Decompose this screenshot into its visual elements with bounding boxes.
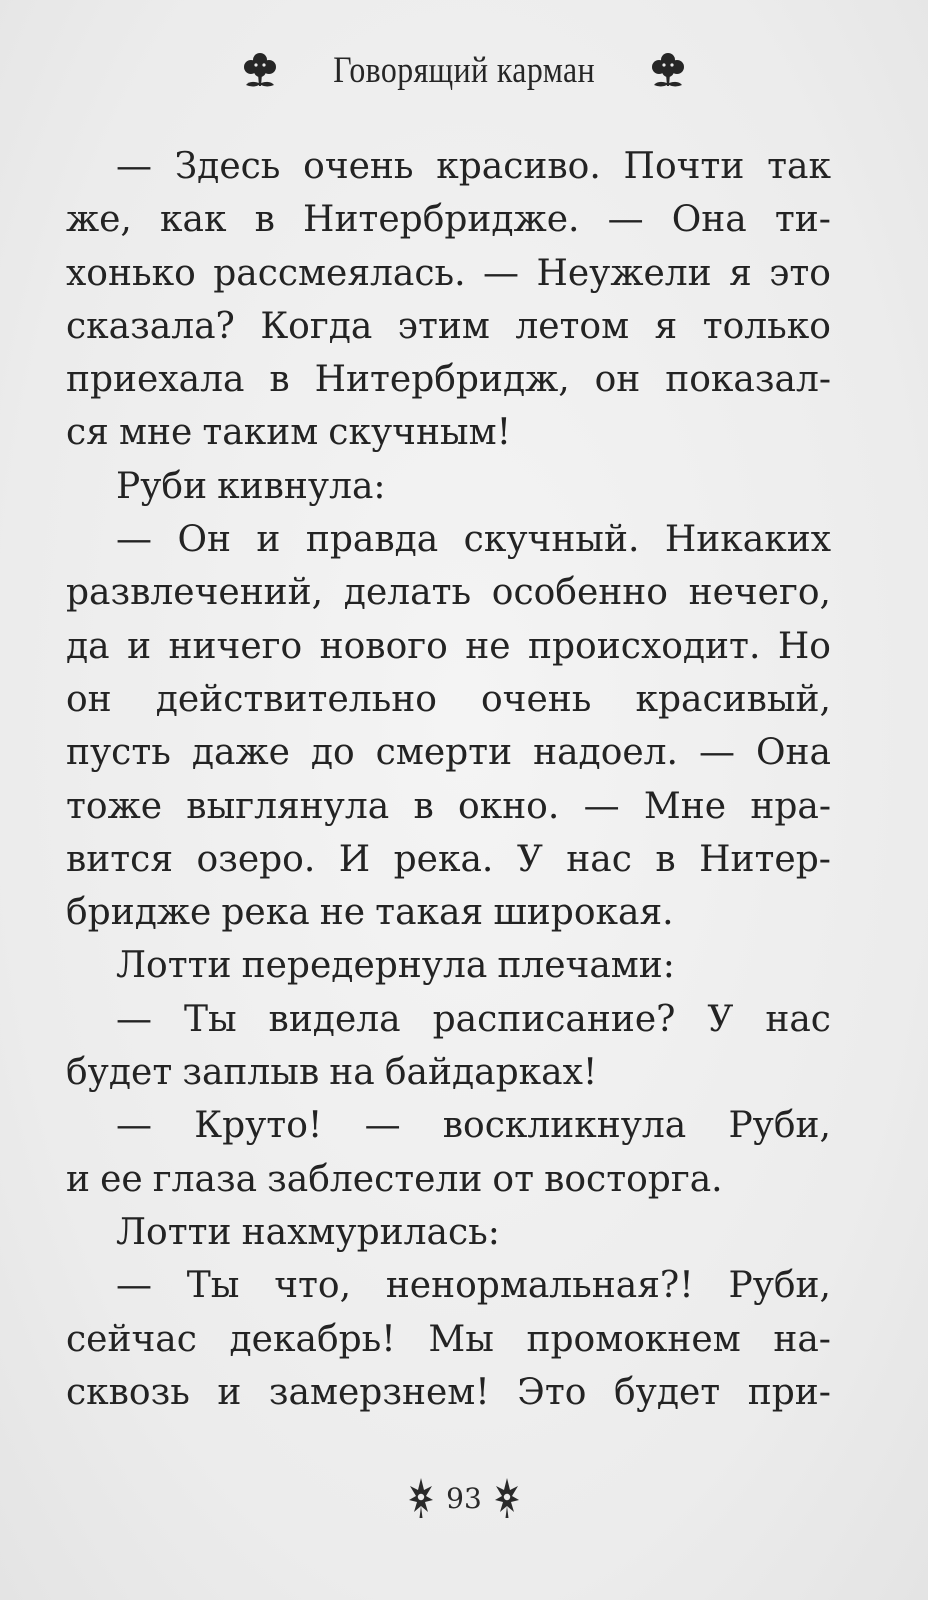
word: будет [613, 1371, 721, 1413]
word: до [310, 732, 355, 774]
word: будет [66, 1052, 173, 1094]
word: Руби, [728, 1265, 831, 1307]
word: замерзнем! [268, 1371, 490, 1413]
word: озеро. [196, 838, 316, 880]
word: Лотти [116, 1211, 232, 1253]
word: Почти [623, 146, 745, 187]
text-line [66, 939, 831, 992]
word: промокнем [526, 1318, 741, 1360]
word: такая [375, 892, 484, 934]
word: пусть [66, 732, 171, 774]
word: очень [303, 146, 414, 187]
word: красивый, [635, 678, 831, 720]
word: расписание? [432, 998, 676, 1040]
word: мне [118, 412, 193, 454]
word: Это [517, 1371, 587, 1413]
word: широкая. [493, 892, 674, 934]
word: хонько [66, 252, 196, 294]
flower-ornament-icon [236, 50, 284, 90]
text-line [66, 1099, 831, 1152]
text-line [66, 247, 831, 300]
word: ся [66, 412, 109, 454]
word: ненормальная?! [385, 1265, 694, 1307]
word: действительно [155, 678, 437, 720]
text-line [66, 1046, 831, 1099]
text-line [66, 886, 831, 939]
word: плечами: [497, 945, 675, 987]
word: рассмеялась. [213, 252, 466, 294]
word: Ты [186, 1265, 240, 1307]
word: восторга. [544, 1158, 723, 1200]
text-line [66, 140, 831, 193]
word: Мне [643, 785, 727, 827]
word: У [516, 838, 543, 880]
word: Она [671, 199, 747, 241]
word: так [767, 146, 831, 187]
word: происходит. [528, 625, 761, 667]
word: что, [274, 1265, 352, 1307]
word: декабрь! [229, 1318, 396, 1360]
word: глаза [152, 1158, 258, 1200]
word: нового [319, 625, 448, 667]
word: делать [343, 572, 472, 614]
word: смерти [375, 732, 513, 774]
word: скучный. [463, 519, 640, 561]
page-number: 93 [446, 1481, 482, 1515]
word: воскликнула [442, 1105, 687, 1147]
word: Руби [116, 465, 208, 507]
star-ornament-icon [408, 1476, 434, 1520]
word: от [492, 1158, 535, 1200]
word: летом [515, 305, 630, 347]
word: он [594, 359, 641, 401]
text-line [66, 353, 831, 406]
word: да [66, 625, 110, 667]
word: показал- [665, 359, 831, 401]
word: в [655, 838, 676, 880]
word: видела [268, 998, 401, 1040]
word: я [654, 305, 678, 347]
word: бридже [66, 892, 212, 934]
word: и [66, 1158, 90, 1200]
word: сказала? [66, 305, 235, 347]
word: при- [747, 1371, 831, 1413]
word: передернула [241, 945, 488, 987]
word: Он [177, 519, 231, 561]
word: кивнула: [217, 465, 386, 507]
word: не [319, 892, 366, 934]
word: надоел. [533, 732, 678, 774]
word: Руби, [728, 1105, 831, 1147]
word: правда [305, 519, 439, 561]
word: нра- [750, 785, 831, 827]
word: и [256, 519, 281, 561]
word: река [221, 892, 310, 934]
running-header-title: Говорящий карман [333, 49, 595, 91]
word: красиво. [436, 146, 601, 187]
word: — [116, 998, 152, 1040]
word: ее [100, 1158, 143, 1200]
word: сейчас [66, 1318, 197, 1360]
word: байдарках! [384, 1052, 598, 1094]
text-line [66, 726, 831, 779]
word: Здесь [174, 146, 281, 187]
word: — [607, 199, 644, 241]
word: Она [755, 732, 831, 774]
word: заблестели [267, 1158, 483, 1200]
text-line [66, 993, 831, 1046]
word: он [66, 678, 112, 720]
word: — [116, 519, 152, 561]
word: сквозь [66, 1371, 190, 1413]
word: река. [393, 838, 494, 880]
text-line [66, 300, 831, 353]
word: это [769, 252, 831, 294]
text-line [66, 833, 831, 886]
word: же, [66, 199, 132, 241]
word: я [729, 252, 752, 294]
word: Нитер- [699, 838, 831, 880]
word: ничего [168, 625, 303, 667]
text-line [66, 406, 831, 459]
word: не [465, 625, 511, 667]
word: окно. [458, 785, 560, 827]
word: этим [397, 305, 490, 347]
word: в [413, 785, 434, 827]
word: на- [773, 1318, 831, 1360]
word: особенно [491, 572, 668, 614]
word: в [254, 199, 275, 241]
word: скучным! [328, 412, 512, 454]
word: — [116, 146, 152, 187]
word: нахмурилась: [241, 1211, 500, 1253]
word: в [269, 359, 290, 401]
page-footer [0, 1468, 928, 1528]
word: Неужели [536, 252, 712, 294]
star-ornament-icon [494, 1476, 520, 1520]
word: Лотти [116, 945, 232, 987]
text-line [66, 566, 831, 619]
word: Ты [183, 998, 237, 1040]
word: тоже [66, 785, 163, 827]
word: как [160, 199, 227, 241]
word: — [116, 1105, 152, 1147]
word: Когда [260, 305, 373, 347]
text-line [66, 1153, 831, 1206]
text-line [66, 193, 831, 246]
word: заплыв [182, 1052, 320, 1094]
word: приехала [66, 359, 245, 401]
text-line [66, 673, 831, 726]
word: — [698, 732, 735, 774]
text-line [66, 460, 831, 513]
word: — [364, 1105, 401, 1147]
word: Нитербридж, [314, 359, 570, 401]
word: Мы [428, 1318, 494, 1360]
text-line [66, 780, 831, 833]
word: Круто! [194, 1105, 323, 1147]
word: нечего, [688, 572, 831, 614]
word: выглянула [186, 785, 390, 827]
word: на [329, 1052, 375, 1094]
word: и [217, 1371, 242, 1413]
word: таким [202, 412, 319, 454]
word: и [127, 625, 152, 667]
word: — [483, 252, 520, 294]
text-line [66, 1206, 831, 1259]
flower-ornament-icon [644, 50, 692, 90]
word: У [707, 998, 734, 1040]
word: Нитербридже. [303, 199, 580, 241]
word: ти- [774, 199, 831, 241]
word: нас [566, 838, 632, 880]
word: — [583, 785, 620, 827]
text-line [66, 1259, 831, 1312]
body-text [66, 140, 831, 1419]
word: даже [191, 732, 290, 774]
running-header [0, 40, 928, 100]
word: развлечений, [66, 572, 324, 614]
word: очень [481, 678, 592, 720]
text-line [66, 620, 831, 673]
word: Никаких [664, 519, 831, 561]
word: нас [765, 998, 831, 1040]
word: только [702, 305, 831, 347]
text-line [66, 513, 831, 566]
word: И [338, 838, 371, 880]
text-line [66, 1366, 831, 1419]
word: Но [777, 625, 831, 667]
word: вится [66, 838, 174, 880]
text-line [66, 1313, 831, 1366]
word: — [116, 1265, 152, 1307]
